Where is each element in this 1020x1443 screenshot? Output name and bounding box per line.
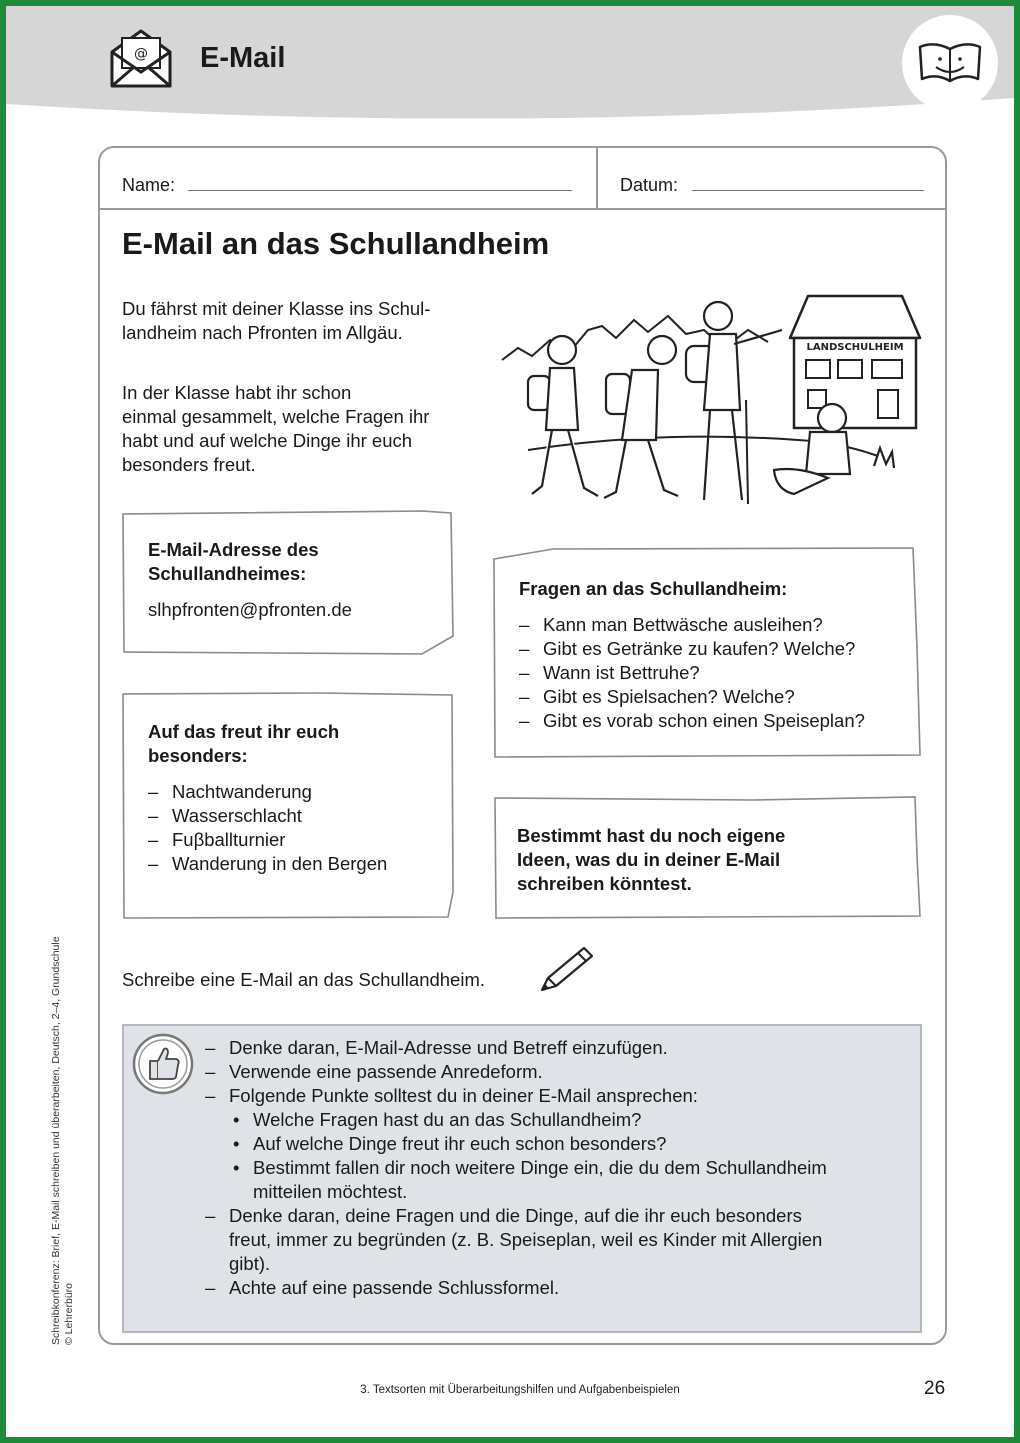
tip-sublist bbox=[229, 1108, 905, 1204]
tip-item: – Denke daran, E-Mail-Adresse und Betreff einzufügen. bbox=[205, 1036, 905, 1060]
pencil-icon bbox=[534, 942, 596, 998]
tip-item bbox=[205, 1084, 905, 1204]
envelope-at-icon bbox=[108, 28, 174, 90]
intro-line: landheim nach Pfronten im Allgäu. bbox=[122, 322, 403, 343]
sheet-title: E-Mail an das Schullandheim bbox=[122, 226, 550, 261]
looking-forward-item: – Fuβballturnier bbox=[148, 828, 387, 852]
questions-list bbox=[519, 613, 865, 733]
open-book-smiley-icon bbox=[916, 37, 984, 89]
book-circle bbox=[902, 15, 998, 111]
tip-item: – Achte auf eine passende Schlussformel. bbox=[205, 1276, 905, 1300]
header-title: E-Mail bbox=[200, 42, 286, 74]
tip-subitem: • Welche Fragen hast du an das Schullandheim? bbox=[229, 1108, 905, 1132]
name-label: Name: bbox=[122, 175, 176, 195]
intro-line: besonders freut. bbox=[122, 454, 256, 475]
tip-subitem-line: mitteilen möchtest. bbox=[253, 1181, 408, 1202]
looking-forward-list bbox=[148, 780, 387, 876]
intro-paragraph-2 bbox=[122, 381, 429, 477]
name-date-divider bbox=[596, 148, 598, 210]
tip-subitem bbox=[229, 1156, 905, 1204]
questions-heading: Fragen an das Schullandheim: bbox=[519, 578, 788, 599]
looking-forward-heading: besonders: bbox=[148, 745, 248, 766]
looking-forward-item: – Nachtwanderung bbox=[148, 780, 387, 804]
child-hiker-1 bbox=[528, 336, 598, 496]
header-wave bbox=[6, 96, 1014, 140]
intro-line: einmal gesammelt, welche Fragen ihr bbox=[122, 406, 430, 427]
question-item: – Kann man Bettwäsche ausleihen? bbox=[519, 613, 865, 637]
task-instruction: Schreibe eine E-Mail an das Schullandheim. bbox=[122, 969, 486, 990]
tips-list bbox=[205, 1036, 905, 1300]
intro-line: Du fährst mit deiner Klasse ins Schul- bbox=[122, 298, 431, 319]
date-label: Datum: bbox=[620, 175, 679, 195]
intro-line: In der Klasse habt ihr schon bbox=[122, 382, 352, 403]
email-address-text: slhpfronten@pfronten.de bbox=[148, 599, 352, 620]
svg-text:@: @ bbox=[134, 46, 148, 62]
looking-forward-item: – Wanderung in den Bergen bbox=[148, 852, 387, 876]
tip-item-line: gibt). bbox=[229, 1253, 271, 1274]
email-address-box bbox=[122, 510, 454, 656]
hiking-class-illustration bbox=[498, 290, 922, 516]
house-sign: LANDSCHULHEIM bbox=[806, 342, 904, 353]
schullandheim-house bbox=[790, 296, 920, 428]
tip-item-line: freut, immer zu begründen (z. B. Speiseplan, weil es Kinder mit Allergien bbox=[229, 1229, 823, 1250]
question-item: – Gibt es Getränke zu kaufen? Welche? bbox=[519, 637, 865, 661]
date-field[interactable] bbox=[692, 190, 924, 191]
tip-item: – Verwende eine passende Anredeform. bbox=[205, 1060, 905, 1084]
tip-item bbox=[205, 1204, 905, 1276]
name-field[interactable] bbox=[188, 190, 572, 191]
name-date-row bbox=[100, 148, 945, 210]
tip-item-line: – Denke daran, deine Fragen und die Dinge, auf die ihr euch besonders bbox=[229, 1205, 802, 1226]
teacher-hiker bbox=[686, 302, 782, 504]
looking-forward-item: – Wasserschlacht bbox=[148, 804, 387, 828]
footer-text: 3. Textsorten mit Überarbeitungshilfen und Aufgabenbeispielen bbox=[360, 1384, 680, 1396]
ideas-text: Bestimmt hast du noch eigene bbox=[517, 825, 786, 846]
credit-line: © Lehrerbüro bbox=[63, 1282, 75, 1345]
own-ideas-box bbox=[493, 796, 921, 920]
tip-item-text: – Folgende Punkte solltest du in deiner E-Mail ansprechen: bbox=[229, 1085, 698, 1106]
tip-subitem: • Auf welche Dinge freut ihr euch schon besonders? bbox=[229, 1132, 905, 1156]
email-box-heading: Schullandheimes: bbox=[148, 563, 307, 584]
page-number: 26 bbox=[924, 1378, 946, 1399]
looking-forward-box bbox=[122, 692, 454, 920]
question-item: – Gibt es Spielsachen? Welche? bbox=[519, 685, 865, 709]
tip-subitem-line: • Bestimmt fallen dir noch weitere Dinge ein, die du dem Schullandheim bbox=[253, 1157, 827, 1178]
intro-paragraph-1 bbox=[122, 297, 430, 345]
questions-box bbox=[493, 547, 921, 759]
question-item: – Gibt es vorab schon einen Speiseplan? bbox=[519, 709, 865, 733]
looking-forward-heading: Auf das freut ihr euch bbox=[148, 721, 340, 742]
intro-line: habt und auf welche Dinge ihr euch bbox=[122, 430, 413, 451]
child-hiker-2 bbox=[604, 336, 678, 498]
ideas-text: schreiben könntest. bbox=[517, 873, 692, 894]
side-credit bbox=[50, 936, 76, 1345]
thumbs-up-icon bbox=[132, 1033, 194, 1095]
credit-line: Schreibkonferenz: Brief, E-Mail schreiben und überarbeiten, Deutsch, 2–4, Grundschule bbox=[50, 936, 62, 1345]
email-box-heading: E-Mail-Adresse des bbox=[148, 539, 319, 560]
question-item: – Wann ist Bettruhe? bbox=[519, 661, 865, 685]
ideas-text: Ideen, was du in deiner E-Mail bbox=[517, 849, 781, 870]
